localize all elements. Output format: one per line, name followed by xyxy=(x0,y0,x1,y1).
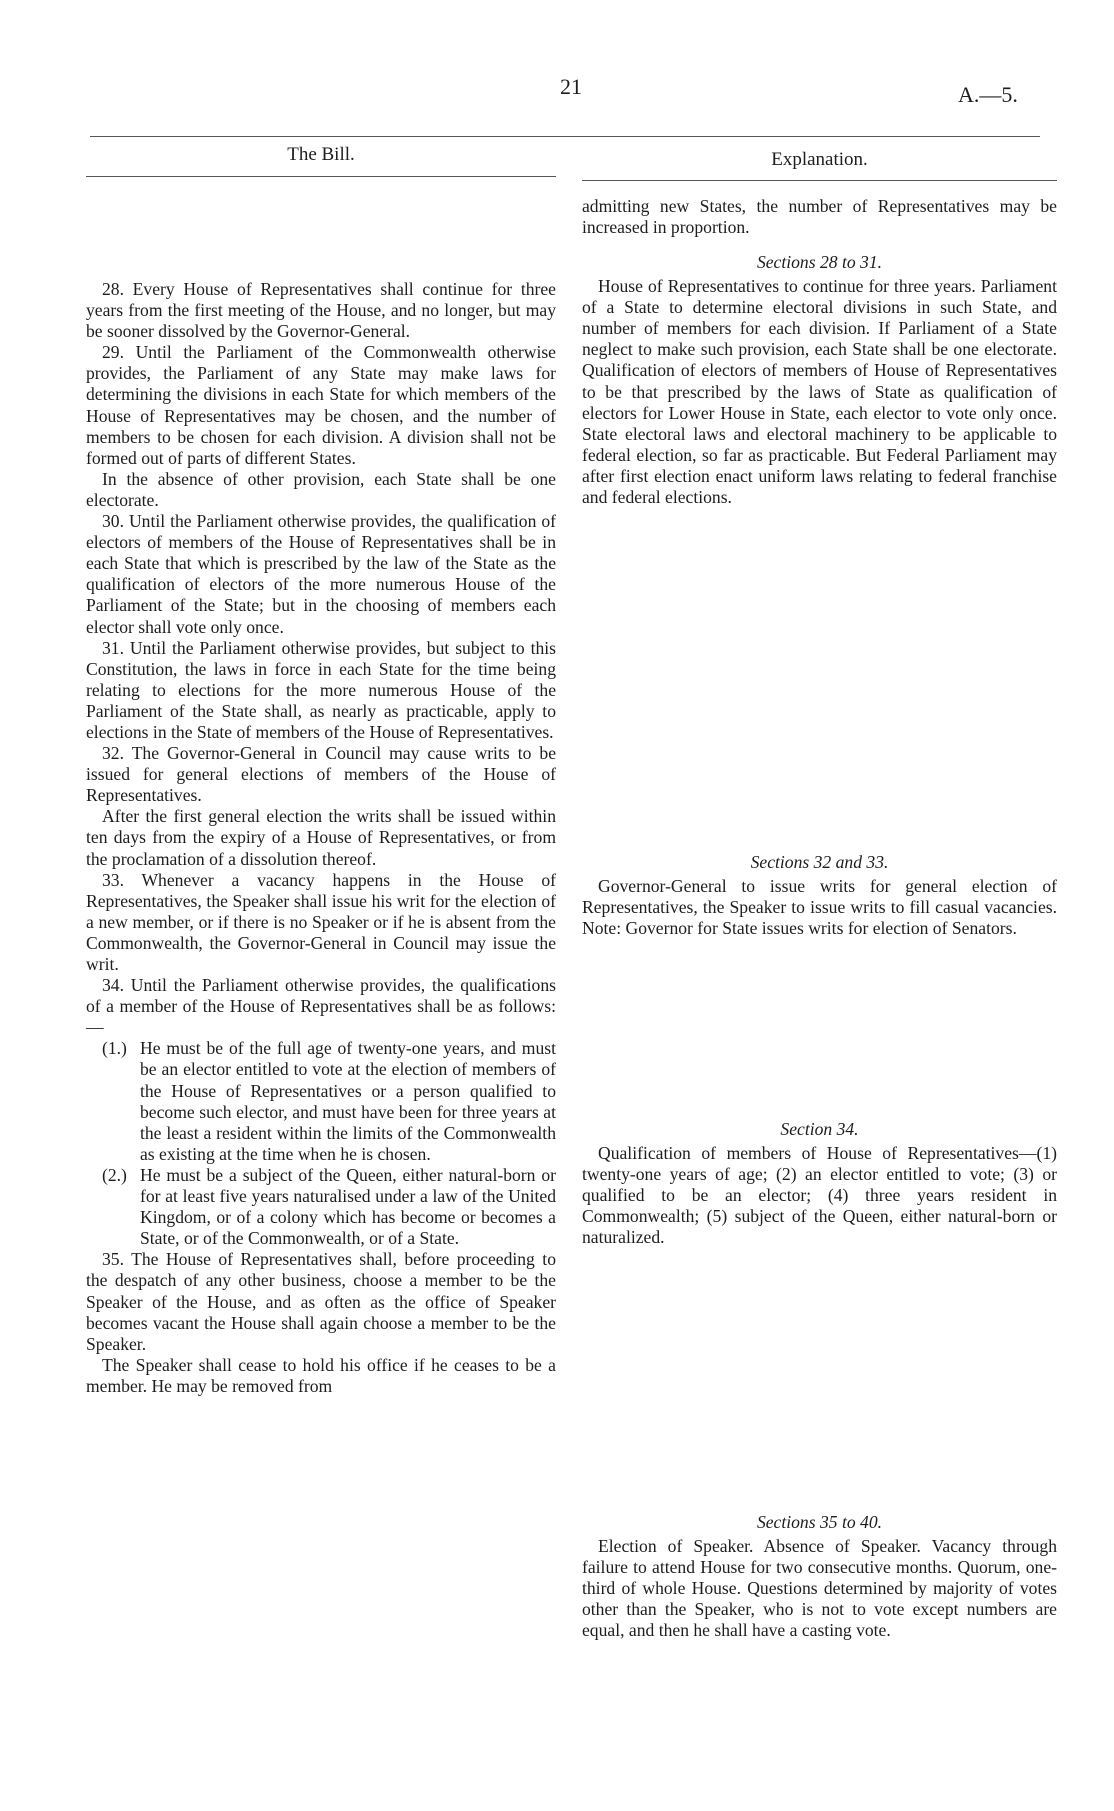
clause-number: (1.) xyxy=(102,1038,127,1059)
top-rule xyxy=(90,136,1040,137)
explanation-heading-sections-32-33: Sections 32 and 33. xyxy=(750,852,889,872)
section-32-paragraph-2: After the first general election the writs shall be issued within ten days from the expiry of a House of Representatives, or from the proclamation of a dissolution thereof. xyxy=(86,806,556,869)
section-30: 30. Until the Parliament otherwise provides, the qualification of electors of members of the House of Representatives shall be in each State that which is prescribed by the law of the State as the qualification of electors of the more numerous House of the Parliament of the State; but in the choosing of members each elector shall vote only once. xyxy=(86,511,556,637)
explanation-continuation: admitting new States, the number of Representatives may be increased in proportion. xyxy=(582,196,1057,238)
explanation-column-header: Explanation. xyxy=(771,149,868,170)
clause-number: (2.) xyxy=(102,1164,127,1185)
bill-column-header: The Bill. xyxy=(287,144,355,165)
section-34-clause-2 xyxy=(102,1165,556,1249)
page-number: 21 xyxy=(560,74,582,99)
explanation-block-34 xyxy=(582,1119,1057,1249)
clause-text: He must be of the full age of twenty-one years, and must be an elector entitled to vote at the election of members of the House of Representatives or a person qualified to become such elector, and must have been for three years at the least a resident within the limits of the Commonwealth as existing at the time when he is chosen. xyxy=(140,1038,556,1164)
section-28: 28. Every House of Representatives shall continue for three years from the first meeting of the House, and no longer, but may be sooner dissolved by the Governor-General. xyxy=(86,279,556,342)
explanation-block-28-31 xyxy=(582,252,1057,508)
section-33: 33. Whenever a vacancy happens in the House of Representatives, the Speaker shall issue his writ for the election of a new member, or if there is no Speaker or if he is absent from the Commonwealth, the Governor-General in Council may issue the writ. xyxy=(86,869,556,974)
section-34-clause-1 xyxy=(102,1038,556,1165)
explanation-heading-sections-35-40: Sections 35 to 40. xyxy=(756,1512,883,1532)
explanation-block-35-40 xyxy=(582,1512,1057,1642)
section-29-paragraph-2: In the absence of other provision, each State shall be one electorate. xyxy=(86,468,556,510)
explanation-header-rule xyxy=(582,180,1057,181)
explanation-continuation-block xyxy=(582,196,1057,238)
explanation-block-32-33 xyxy=(582,852,1057,939)
section-35-paragraph-2: The Speaker shall cease to hold his office if he ceases to be a member. He may be removed from xyxy=(86,1354,556,1396)
document-reference: A.—5. xyxy=(958,82,1018,107)
section-34: 34. Until the Parliament otherwise provides, the qualifications of a member of the House of Representatives shall be as follows:— xyxy=(86,975,556,1038)
section-32: 32. The Governor-General in Council may cause writs to be issued for general elections of members of the House of Representatives. xyxy=(86,743,556,806)
explanation-text-sections-32-33: Governor-General to issue writs for general election of Representatives, the Speaker to issue writs to fill casual vacancies. Note: Governor for State issues writs for election of Senators. xyxy=(582,876,1057,939)
section-31: 31. Until the Parliament otherwise provides, but subject to this Constitution, the laws in force in each State for the time being relating to elections for the more numerous House of the Parliament of the State shall, as nearly as practicable, apply to elections in the State of members of the House of Representatives. xyxy=(86,637,556,742)
section-29: 29. Until the Parliament of the Commonwealth otherwise provides, the Parliament of any State may make laws for determining the divisions in each State for which members of the House of Representatives may be chosen, and the number of members to be chosen for each division. A division shall not be formed out of parts of different States. xyxy=(86,342,556,468)
explanation-text-section-34: Qualification of members of House of Representatives—(1) twenty-one years of age; (2) an elector entitled to vote; (3) or qualified to be an elector; (4) three years resident in Commonwealth; (5) subject of the Queen, either natural-born or naturalized. xyxy=(582,1143,1057,1248)
bill-header-rule xyxy=(86,176,556,177)
explanation-heading-sections-28-31: Sections 28 to 31. xyxy=(756,252,883,272)
bill-column xyxy=(86,279,556,1397)
explanation-text-sections-28-31: House of Representatives to continue for three years. Parliament of a State to determine electoral divisions in such State, and number of members for each division. If Parliament of a State neglect to make such provision, each State shall be one electorate. Qualification of electors of members of House of Representatives to be that prescribed by the laws of State as qualification of electors for Lower House in State, each elector to vote only once. State electoral laws and electoral machinery to be applicable to federal election, so far as practicable. But Federal Parliament may after first election enact uniform laws relating to federal franchise and federal elections. xyxy=(582,276,1057,508)
section-35: 35. The House of Representatives shall, before proceeding to the despatch of any other business, choose a member to be the Speaker of the House, and as often as the office of Speaker becomes vacant the House shall again choose a member to be the Speaker. xyxy=(86,1249,556,1354)
explanation-heading-section-34: Section 34. xyxy=(780,1119,859,1139)
clause-text: He must be a subject of the Queen, either natural-born or for at least five years naturalised under a law of the United Kingdom, or of a colony which has become or becomes a State, or of the Commonwealth, or of a State. xyxy=(140,1164,556,1249)
explanation-text-sections-35-40: Election of Speaker. Absence of Speaker. Vacancy through failure to attend House for two consecutive months. Quorum, one-third of whole House. Questions determined by majority of votes other than the Speaker, who is not to vote except numbers are equal, and then he shall have a casting vote. xyxy=(582,1536,1057,1641)
